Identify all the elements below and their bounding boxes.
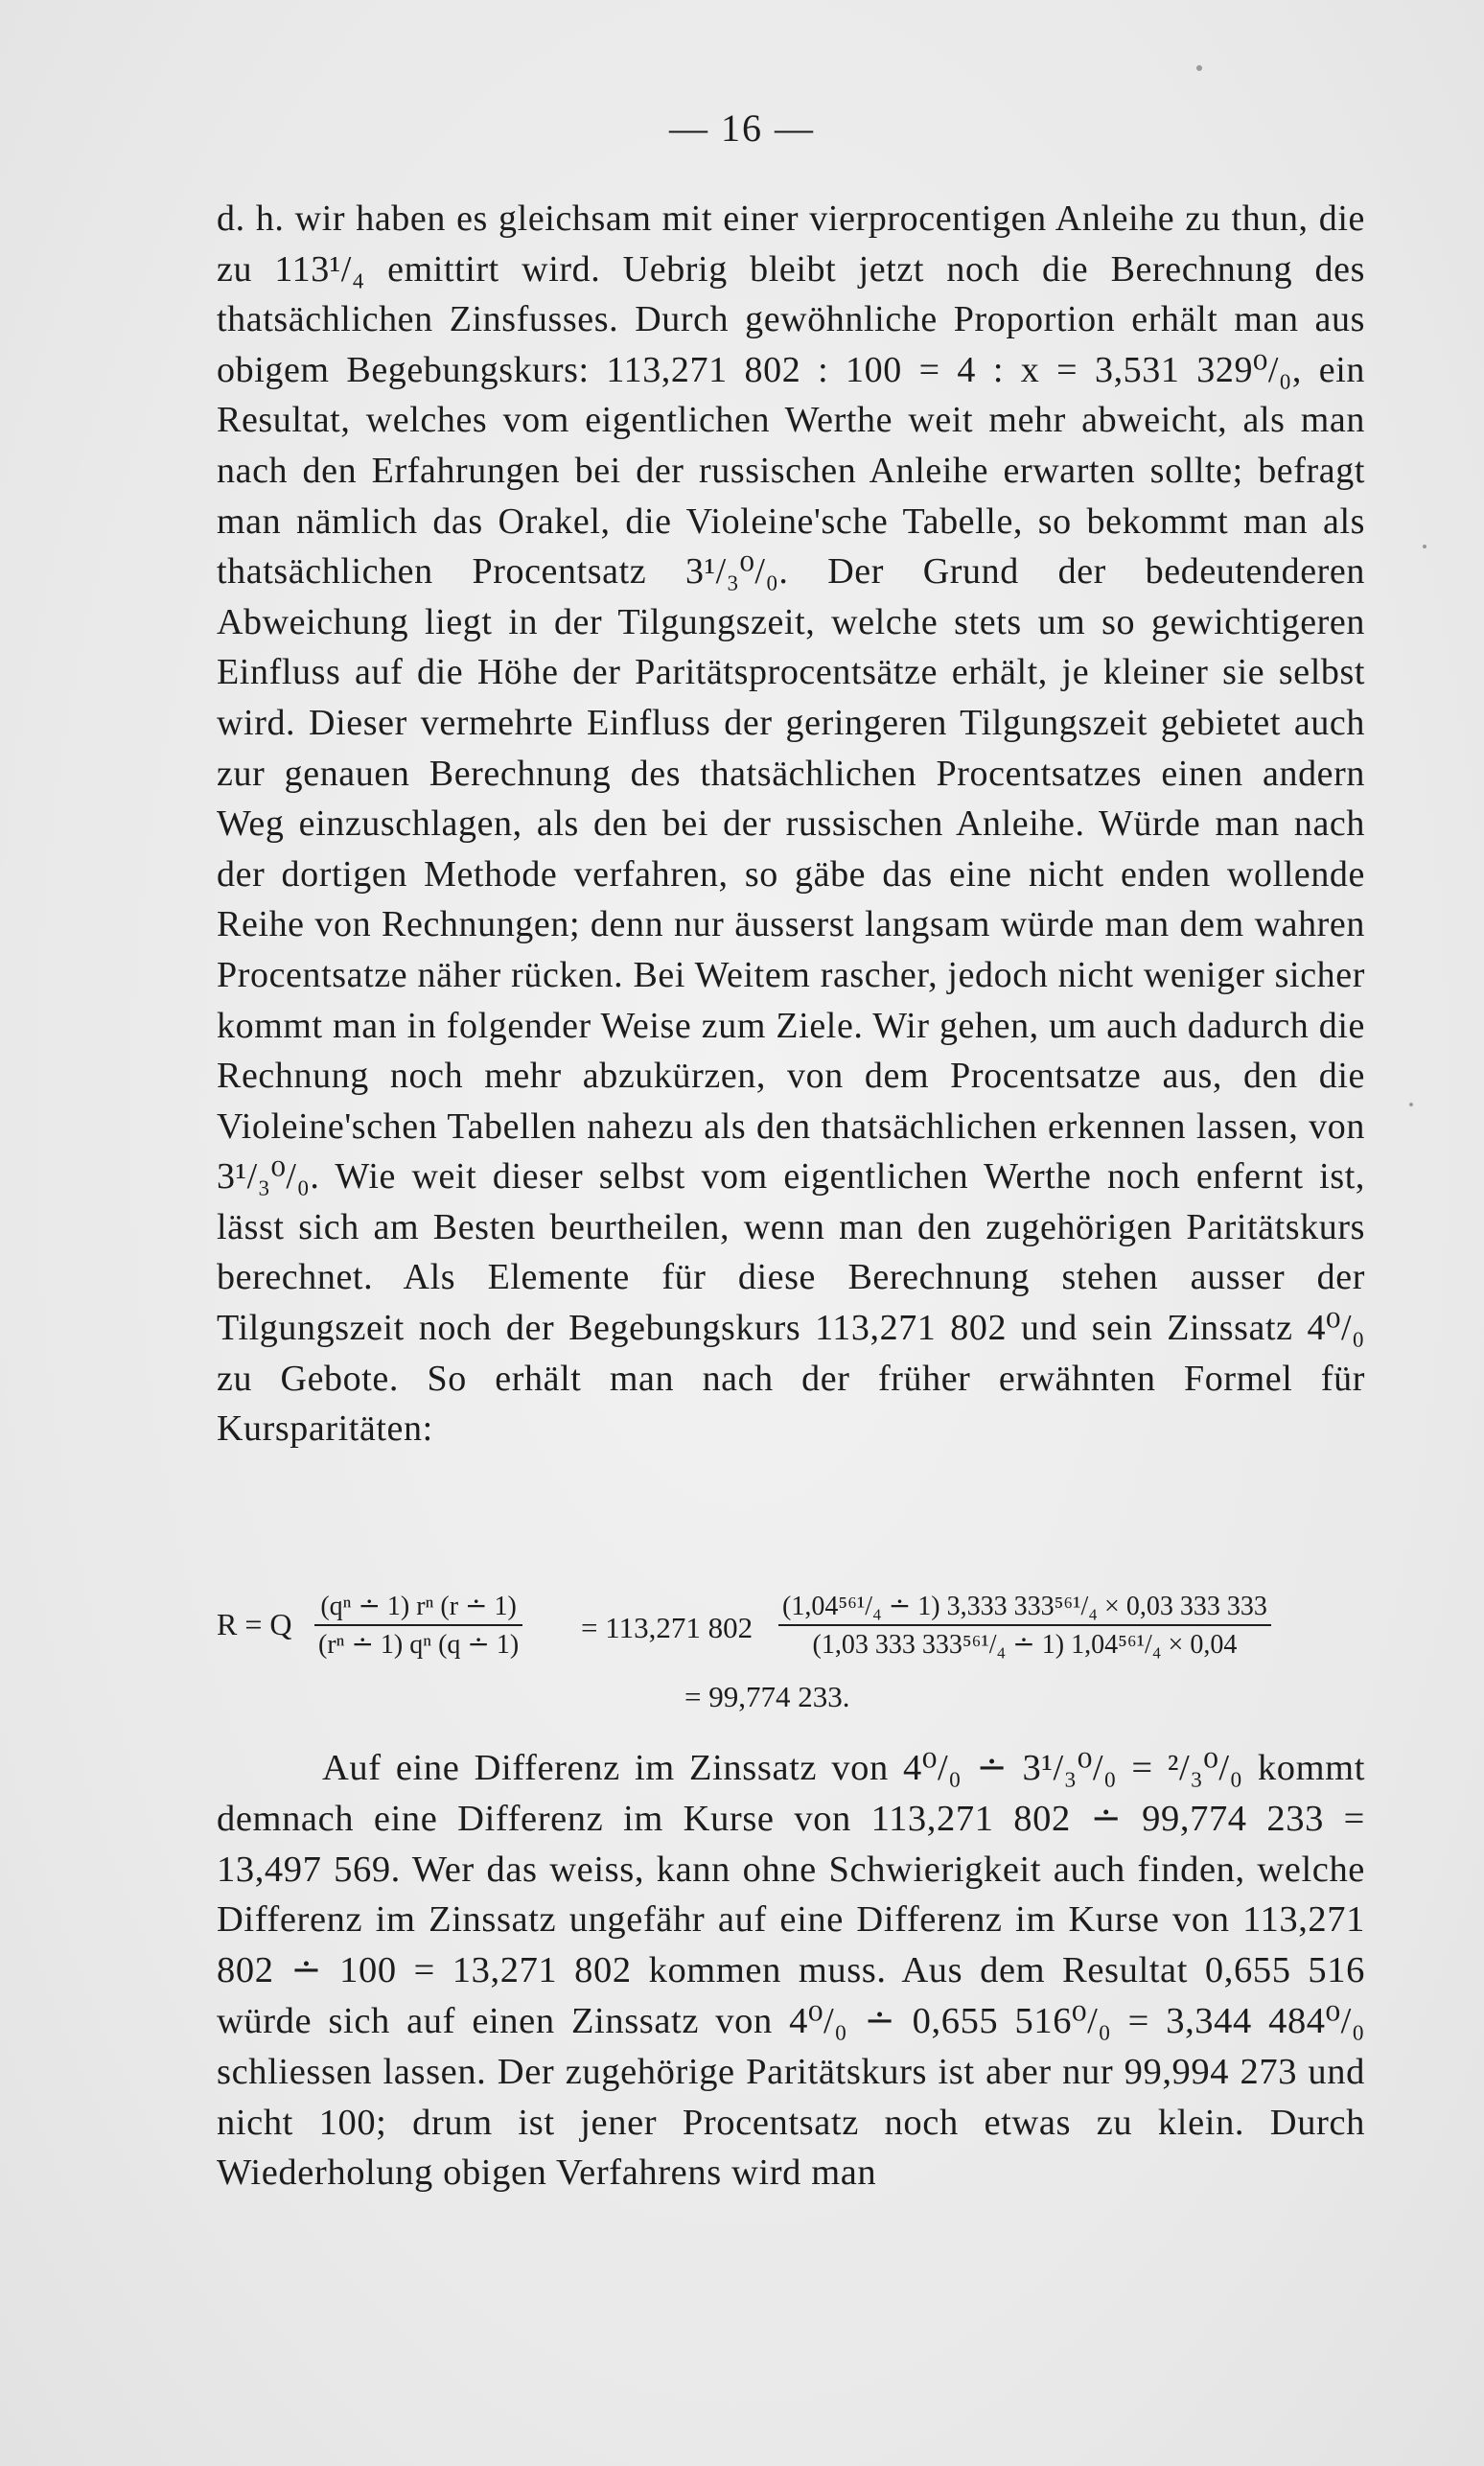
paper-speck [1423,545,1426,548]
formula-lhs: R = Q [217,1607,292,1641]
paper-speck [1196,65,1202,71]
formula-fraction-numeric [778,1590,1271,1661]
paper-speck [1409,1103,1413,1106]
parity-formula [217,1584,1365,1713]
page-number: — 16 — [669,106,815,150]
formula-fraction-general [314,1590,522,1661]
paragraph-1: d. h. wir haben es gleichsam mit einer vierprocentigen Anleihe zu thun, die zu 113¹/₄ emittirt wird. Uebrig bleibt jetzt noch die Berechnung des thatsächlichen Zinsfusses. Durch gewöhnliche Proportion erhält man aus obigem Begebungskurs: 113,271 802 : 100 = 4 : x = 3,531 329⁰/₀, ein Resultat, welches vom eigentlichen Werthe weit mehr abweicht, als man nach den Erfahrungen bei der russischen Anleihe erwarten sollte; befragt man nämlich das Orakel, die Violeine'sche Tabelle, so bekommt man als thatsächlichen Procentsatz 3¹/₃⁰/₀. Der Grund der bedeutenderen Abweichung liegt in der Tilgungszeit, welche stets um so gewichtigeren Einfluss auf die Höhe der Paritätsprocentsätze erhält, je kleiner sie selbst wird. Dieser vermehrte Einfluss der geringeren Tilgungszeit gebietet auch zur genauen Berechnung des thatsächlichen Procentsatzes einen andern Weg einzuschlagen, als den bei der russischen Anleihe. Würde man nach der dortigen Methode verfahren, so gäbe das eine nicht enden wollende Reihe von Rechnungen; denn nur äusserst langsam würde man dem wahren Procentsatze näher rücken. Bei Weitem rascher, jedoch nicht weniger sicher kommt man in folgender Weise zum Ziele. Wir gehen, um auch dadurch die Rechnung noch mehr abzukürzen, von dem Procentsatze aus, den die Violeine'schen Tabellen nahezu als den thatsächlichen erkennen lassen, von 3¹/₃⁰/₀. Wie weit dieser selbst vom eigentlichen Werthe noch enfernt ist, lässt sich am Besten beurtheilen, wenn man den zugehörigen Paritätskurs berechnet. Als Elemente für diese Berechnung stehen ausser der Tilgungszeit noch der Begebungskurs 113,271 802 und sein Zinssatz 4⁰/₀ zu Gebote. So erhält man nach der früher erwähnten Formel für Kursparitäten: [217,198,1365,1450]
formula-issue-price: = 113,271 802 [581,1611,754,1644]
formula-result: = 99,774 233. [684,1680,850,1713]
fraction-numerator: (1,04⁵⁶¹/₄ ∸ 1) 3,333 333⁵⁶¹/₄ × 0,03 333 333 [778,1590,1271,1626]
paragraph-2: Auf eine Differenz im Zinssatz von 4⁰/₀ ∸ 3¹/₃⁰/₀ = ²/₃⁰/₀ kommt demnach eine Differenz im Kurse von 113,271 802 ∸ 99,774 233 = 13,497 569. Wer das weiss, kann ohne Schwierigkeit auch finden, welche Differenz im Zinssatz ungefähr auf eine Differenz im Kurse von 113,271 802 ∸ 100 = 13,271 802 kommen muss. Aus dem Resultat 0,655 516 würde sich auf einen Zinssatz von 4⁰/₀ ∸ 0,655 516⁰/₀ = 3,344 484⁰/₀ schliessen lassen. Der zugehörige Paritätskurs ist aber nur 99,994 273 und nicht 100; drum ist jener Procentsatz noch etwas zu klein. Durch Wiederholung obigen Verfahrens wird man [217,1748,1365,2194]
fraction-denominator: (1,03 333 333⁵⁶¹/₄ ∸ 1) 1,04⁵⁶¹/₄ × 0,04 [812,1630,1238,1660]
fraction-numerator: (qⁿ ∸ 1) rⁿ (r ∸ 1) [314,1590,522,1626]
fraction-denominator: (rⁿ ∸ 1) qⁿ (q ∸ 1) [318,1630,520,1660]
